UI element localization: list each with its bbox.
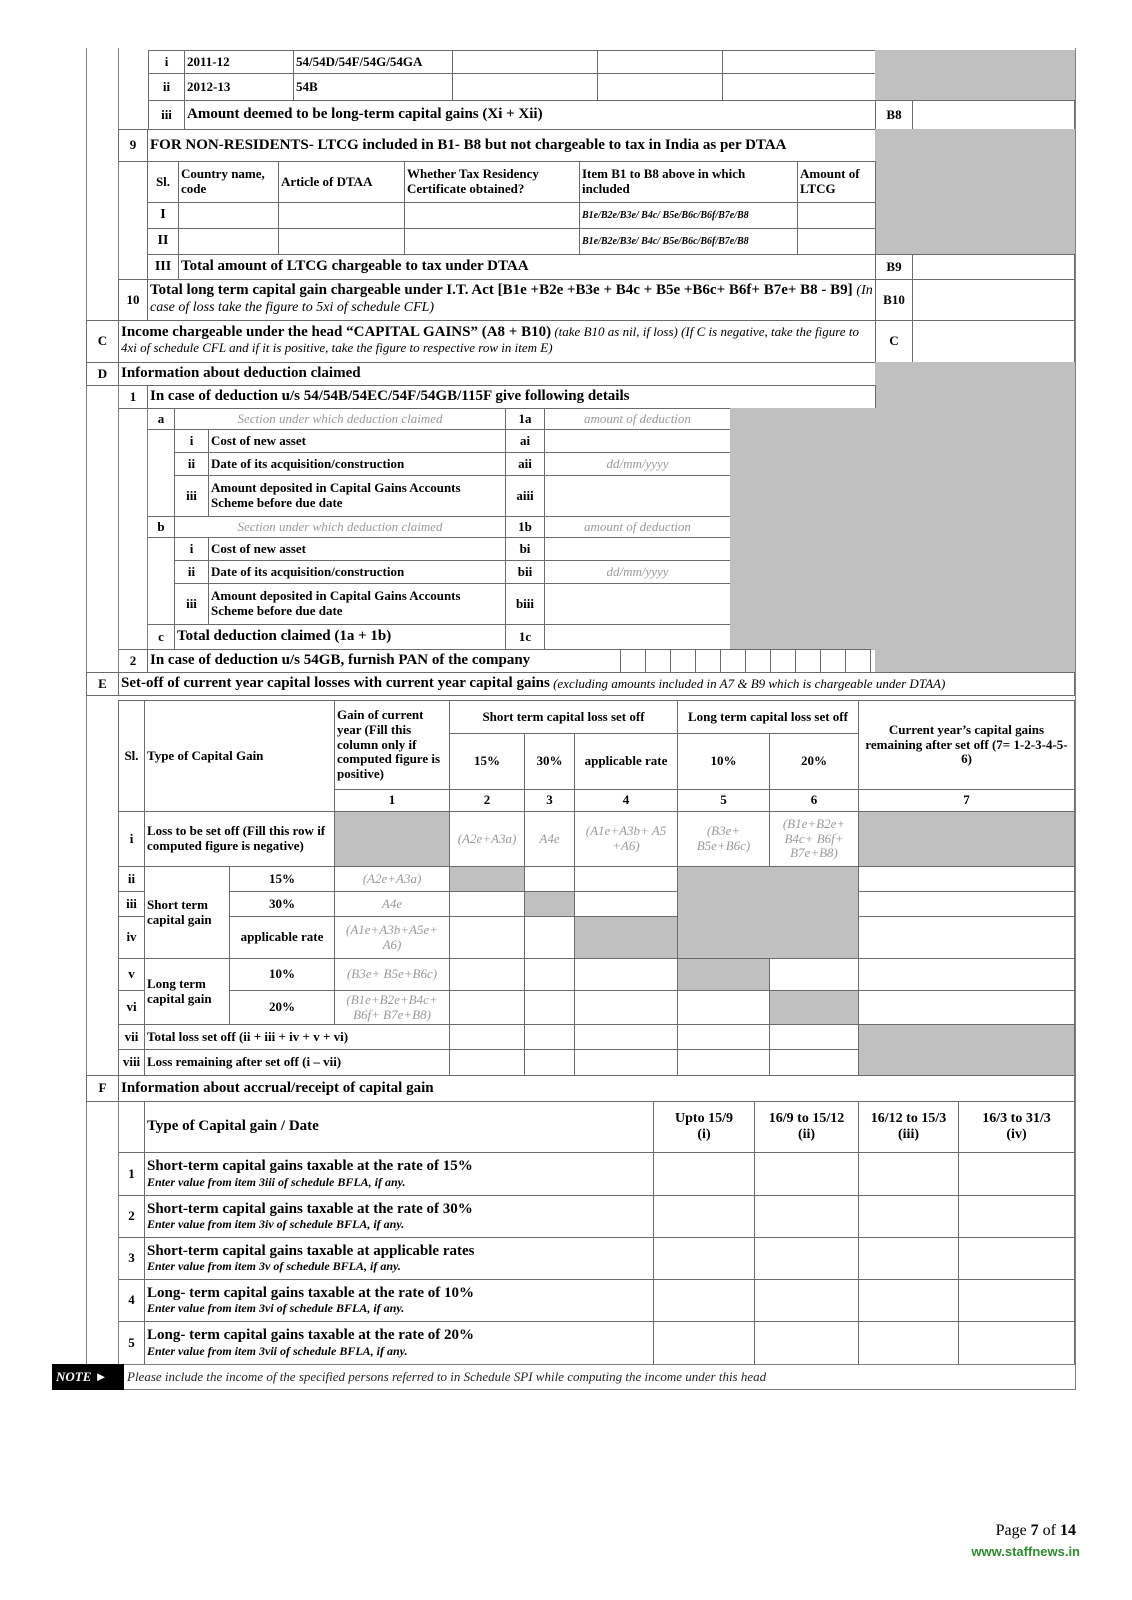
loss-input[interactable]: A4e xyxy=(524,811,575,867)
section-claimed-input[interactable]: Section under which deduction claimed xyxy=(174,516,506,538)
row-label: Loss remaining after set off (i – vii) xyxy=(144,1049,450,1076)
period-roman: (iii) xyxy=(898,1127,919,1142)
remaining-loss-input[interactable] xyxy=(574,1049,678,1076)
year-cell: 2012-13 xyxy=(184,73,294,101)
col-num: 2 xyxy=(449,789,525,812)
dtaa-total-label: Total amount of LTCG chargeable to tax under DTAA xyxy=(178,254,876,280)
deduction-amount-input[interactable]: amount of deduction xyxy=(544,408,731,430)
item10-note: (In case of loss take the figure to 5xi of schedule CFL) xyxy=(150,283,873,316)
item-num: 10 xyxy=(118,279,148,321)
code-b8: B8 xyxy=(875,100,913,130)
col-header-15: 15% xyxy=(449,733,525,790)
section-f-title: Information about accrual/receipt of capital gain xyxy=(118,1075,1075,1102)
shaded-block xyxy=(730,408,876,650)
total-deduction-label: Total deduction claimed (1a + 1b) xyxy=(174,624,506,650)
section-d-title: Information about deduction claimed xyxy=(118,362,876,386)
shaded-cell xyxy=(524,891,575,917)
item-num: 1 xyxy=(118,385,148,409)
col-num: 6 xyxy=(769,789,859,812)
rate-label: 20% xyxy=(229,990,335,1025)
row-num: 4 xyxy=(118,1279,145,1322)
item-included-select[interactable]: B1e/B2e/B3e/ B4c/ B5e/B6c/B6f/B7e/B8 xyxy=(579,228,798,255)
row-code: aii xyxy=(505,452,545,476)
period-input[interactable] xyxy=(958,1321,1075,1365)
period-input[interactable] xyxy=(754,1195,859,1238)
col-header-applicable: applicable rate xyxy=(574,733,678,790)
row-hint: Enter value from item 3iii of schedule BFLA, if any. xyxy=(147,1174,406,1189)
total-input[interactable] xyxy=(677,1024,770,1050)
pan-label: In case of deduction u/s 54GB, furnish PAN of the company xyxy=(147,649,621,673)
row-sl: vii xyxy=(118,1024,145,1050)
rate-label: 10% xyxy=(229,958,335,991)
row-hint: Enter value from item 3vi of schedule BFLA, if any. xyxy=(147,1301,405,1316)
website-link[interactable]: www.staffnews.in xyxy=(971,1544,1080,1559)
input-cell[interactable] xyxy=(597,50,723,74)
note-text: Please include the income of the specified persons referred to in Schedule SPI while computing the income under this head xyxy=(127,1369,767,1384)
setoff-input[interactable] xyxy=(449,958,525,991)
code-1b: 1b xyxy=(505,516,545,538)
period-roman: (iv) xyxy=(1006,1127,1027,1142)
col-num: 7 xyxy=(858,789,1075,812)
rate-label: 30% xyxy=(229,891,335,917)
item-included-select[interactable]: B1e/B2e/B3e/ B4c/ B5e/B6c/B6f/B7e/B8 xyxy=(579,202,798,229)
period-input[interactable] xyxy=(653,1279,755,1322)
row-sl: iii xyxy=(118,891,145,917)
remaining-input[interactable] xyxy=(858,891,1075,917)
row-label: Total loss set off (ii + iii + iv + v + vi) xyxy=(144,1024,450,1050)
remaining-input[interactable] xyxy=(858,990,1075,1025)
period-input[interactable] xyxy=(754,1237,859,1280)
period-header xyxy=(858,1101,959,1153)
remaining-loss-input[interactable] xyxy=(449,1049,525,1076)
period-input[interactable] xyxy=(958,1195,1075,1238)
row-sl: iii xyxy=(148,100,185,130)
gain-input[interactable]: A4e xyxy=(334,891,450,917)
shaded-cell xyxy=(858,811,1075,867)
amount-input[interactable] xyxy=(797,228,876,255)
total-input[interactable] xyxy=(769,1024,859,1050)
period-input[interactable] xyxy=(858,1195,959,1238)
section-letter: E xyxy=(86,672,119,696)
gain-input[interactable]: (A1e+A3b+A5e+ A6) xyxy=(334,916,450,959)
item-num: 2 xyxy=(118,649,148,673)
row-label: Cost of new asset xyxy=(208,537,506,561)
row-label: Date of its acquisition/construction xyxy=(208,452,506,476)
row-sl: ii xyxy=(174,452,209,476)
input-cell[interactable] xyxy=(722,50,876,74)
pan-char-box[interactable] xyxy=(820,649,846,673)
pan-char-box[interactable] xyxy=(645,649,671,673)
cost-input[interactable] xyxy=(544,429,731,453)
article-input[interactable] xyxy=(278,228,405,255)
country-input[interactable] xyxy=(178,202,279,229)
row-code: bi xyxy=(505,537,545,561)
period-input[interactable] xyxy=(958,1279,1075,1322)
pan-char-box[interactable] xyxy=(795,649,821,673)
rate-label: 15% xyxy=(229,866,335,892)
col-header-item: Item B1 to B8 above in which included xyxy=(579,161,798,203)
input-cell[interactable] xyxy=(452,73,598,101)
page-of: of xyxy=(1042,1522,1056,1539)
section-c-note: (take B10 as nil, if loss) (If C is negative, take the figure to 4xi of schedule CFL and if it is positive, take the figure to respective row in item E) xyxy=(121,324,859,356)
setoff-input[interactable] xyxy=(574,866,678,892)
col-num: 3 xyxy=(524,789,575,812)
period-range: Upto 15/9 xyxy=(675,1110,733,1126)
total-input[interactable] xyxy=(449,1024,525,1050)
period-range: 16/9 to 15/12 xyxy=(768,1110,845,1126)
col-header-remaining: Current year’s capital gains remaining after set off (7= 1-2-3-4-5-6) xyxy=(858,700,1075,790)
row-sl: viii xyxy=(118,1049,145,1076)
setoff-input[interactable] xyxy=(574,958,678,991)
block-letter: b xyxy=(147,516,175,538)
setoff-input[interactable] xyxy=(524,958,575,991)
row-sl: iii xyxy=(174,583,209,625)
outer-right-border xyxy=(1075,48,1076,1390)
row-label: Cost of new asset xyxy=(208,429,506,453)
pan-char-box[interactable] xyxy=(670,649,696,673)
row-num: 2 xyxy=(118,1195,145,1238)
shaded-cell xyxy=(769,990,859,1025)
row-label: Short-term capital gains taxable at the rate of 30% xyxy=(147,1200,473,1217)
rule xyxy=(118,1101,119,1365)
period-header xyxy=(754,1101,859,1153)
shaded-block xyxy=(875,129,1075,255)
row-hint: Enter value from item 3v of schedule BFLA, if any. xyxy=(147,1259,401,1274)
row-code: ai xyxy=(505,429,545,453)
row-sl: I xyxy=(147,202,179,229)
row-label-cell xyxy=(144,1279,654,1322)
total-deduction-input[interactable] xyxy=(544,624,731,650)
item9-title: FOR NON-RESIDENTS- LTCG included in B1- B8 but not chargeable to tax in India as per DTAA xyxy=(147,129,876,162)
row-code: aiii xyxy=(505,475,545,517)
row-label: Amount deposited in Capital Gains Accounts Scheme before due date xyxy=(208,583,506,625)
shaded-block xyxy=(875,362,1075,672)
item10-label: Total long term capital gain chargeable under I.T. Act [B1e +B2e +B3e + B4c + B5e +B6c+ B6f+ B7e+ B8 - B9] xyxy=(150,282,853,298)
period-roman: (ii) xyxy=(797,1127,816,1142)
row-label: Short-term capital gains taxable at the rate of 15% xyxy=(147,1158,473,1175)
row-label: Loss to be set off (Fill this row if computed figure is negative) xyxy=(144,811,335,867)
row-label: Amount deposited in Capital Gains Accounts Scheme before due date xyxy=(208,475,506,517)
setoff-input[interactable] xyxy=(524,866,575,892)
setoff-input[interactable] xyxy=(449,891,525,917)
input-cell[interactable] xyxy=(722,73,876,101)
section-letter: C xyxy=(86,320,119,363)
remaining-input[interactable] xyxy=(858,916,1075,959)
total-input[interactable] xyxy=(524,1024,575,1050)
col-header-ltcl: Long term capital loss set off xyxy=(677,700,859,734)
row-label-cell xyxy=(144,1237,654,1280)
period-input[interactable] xyxy=(858,1279,959,1322)
total-input[interactable] xyxy=(574,1024,678,1050)
row-sl: i xyxy=(118,811,145,867)
col-header-type-date: Type of Capital gain / Date xyxy=(144,1101,654,1153)
shaded-cell xyxy=(574,916,678,959)
block-letter: a xyxy=(147,408,175,430)
date-input[interactable]: dd/mm/yyyy xyxy=(544,452,731,476)
row-num: 3 xyxy=(118,1237,145,1280)
shaded-block xyxy=(858,1024,1075,1076)
shaded-block xyxy=(677,866,859,959)
row-sl: v xyxy=(118,958,145,991)
period-input[interactable] xyxy=(754,1321,859,1365)
page-current: 7 xyxy=(1030,1522,1039,1539)
b9-input[interactable] xyxy=(912,254,1075,280)
outer-left-border xyxy=(86,48,87,1366)
period-input[interactable] xyxy=(653,1237,755,1280)
gain-input[interactable]: (B3e+ B5e+B6c) xyxy=(334,958,450,991)
period-header xyxy=(958,1101,1075,1153)
blank-cell xyxy=(118,1101,145,1153)
code-1c: 1c xyxy=(505,624,545,650)
col-header-amount: Amount of LTCG xyxy=(797,161,876,203)
shaded-cell xyxy=(677,958,770,991)
code-b9: B9 xyxy=(875,254,913,280)
setoff-input[interactable] xyxy=(769,958,859,991)
period-input[interactable] xyxy=(653,1321,755,1365)
row-code: biii xyxy=(505,583,545,625)
loss-input[interactable]: (B3e+ B5e+B6c) xyxy=(677,811,770,867)
remaining-loss-input[interactable] xyxy=(769,1049,859,1076)
section-c-label: Income chargeable under the head “CAPITAL GAINS” (A8 + B10) xyxy=(121,324,552,340)
section-c-label-cell xyxy=(118,320,876,363)
col-header-trc: Whether Tax Residency Certificate obtained? xyxy=(404,161,580,203)
col-header-type: Type of Capital Gain xyxy=(144,700,335,812)
col-header-article: Article of DTAA xyxy=(278,161,405,203)
col-header-20: 20% xyxy=(769,733,859,790)
country-input[interactable] xyxy=(178,228,279,255)
item1-title: In case of deduction u/s 54/54B/54EC/54F/54GB/115F give following details xyxy=(147,385,876,409)
row-sl: vi xyxy=(118,990,145,1025)
row-label: Date of its acquisition/construction xyxy=(208,560,506,584)
row-sl: III xyxy=(147,254,179,280)
col-header-country: Country name, code xyxy=(178,161,279,203)
period-header xyxy=(653,1101,755,1153)
row-code: bii xyxy=(505,560,545,584)
section-letter: F xyxy=(86,1075,119,1102)
row-sl: ii xyxy=(148,73,185,101)
rate-label: applicable rate xyxy=(229,916,335,959)
row-label-cell xyxy=(144,1195,654,1238)
note-tag: NOTE ► xyxy=(52,1364,124,1390)
row-sl: ii xyxy=(118,866,145,892)
setoff-input[interactable] xyxy=(524,990,575,1025)
row-label: Long- term capital gains taxable at the rate of 20% xyxy=(147,1327,475,1344)
row-label: Short-term capital gains taxable at applicable rates xyxy=(147,1242,475,1259)
period-input[interactable] xyxy=(958,1237,1075,1280)
pan-char-box[interactable] xyxy=(695,649,721,673)
period-range: 16/3 to 31/3 xyxy=(982,1110,1051,1126)
shaded-cell xyxy=(334,811,450,867)
remaining-loss-input[interactable] xyxy=(524,1049,575,1076)
period-input[interactable] xyxy=(754,1279,859,1322)
loss-input[interactable]: (B1e+B2e+ B4c+ B6f+ B7e+B8) xyxy=(769,811,859,867)
loss-input[interactable]: (A1e+A3b+ A5 +A6) xyxy=(574,811,678,867)
deduction-amount-input[interactable]: amount of deduction xyxy=(544,516,731,538)
row-num: 1 xyxy=(118,1152,145,1196)
article-input[interactable] xyxy=(278,202,405,229)
code-c: C xyxy=(875,320,913,363)
row-num: 5 xyxy=(118,1321,145,1365)
short-term-group-label: Short term capital gain xyxy=(144,866,230,959)
setoff-input[interactable] xyxy=(574,990,678,1025)
code-1a: 1a xyxy=(505,408,545,430)
pan-char-box[interactable] xyxy=(745,649,771,673)
period-input[interactable] xyxy=(858,1152,959,1196)
period-range: 16/12 to 15/3 xyxy=(870,1110,947,1126)
item-num: 9 xyxy=(118,129,148,162)
setoff-input[interactable] xyxy=(449,990,525,1025)
loss-input[interactable]: (A2e+A3a) xyxy=(449,811,525,867)
col-header-30: 30% xyxy=(524,733,575,790)
deposit-input[interactable] xyxy=(544,583,731,625)
col-header-stcl: Short term capital loss set off xyxy=(449,700,678,734)
period-input[interactable] xyxy=(858,1321,959,1365)
row-sl: i xyxy=(148,50,185,74)
period-input[interactable] xyxy=(653,1152,755,1196)
col-num: 4 xyxy=(574,789,678,812)
period-input[interactable] xyxy=(858,1237,959,1280)
section-cell: 54B xyxy=(293,73,453,101)
section-claimed-input[interactable]: Section under which deduction claimed xyxy=(174,408,506,430)
cost-input[interactable] xyxy=(544,537,731,561)
remaining-input[interactable] xyxy=(858,866,1075,892)
year-cell: 2011-12 xyxy=(184,50,294,74)
section-cell: 54/54D/54F/54G/54GA xyxy=(293,50,453,74)
b10-input[interactable] xyxy=(912,279,1075,321)
col-num: 5 xyxy=(677,789,770,812)
pan-char-box[interactable] xyxy=(720,649,746,673)
gain-input[interactable]: (A2e+A3a) xyxy=(334,866,450,892)
rule xyxy=(118,385,119,673)
row-label-cell xyxy=(144,1152,654,1196)
deposit-input[interactable] xyxy=(544,475,731,517)
date-input[interactable]: dd/mm/yyyy xyxy=(544,560,731,584)
shaded-block xyxy=(875,50,1075,101)
col-header-sl: Sl. xyxy=(118,700,145,812)
pan-input[interactable] xyxy=(620,649,871,673)
row-hint: Enter value from item 3vii of schedule BFLA, if any. xyxy=(147,1343,408,1358)
row-hint: Enter value from item 3iv of schedule BFLA, if any. xyxy=(147,1217,405,1232)
section-e-title: Set-off of current year capital losses with current year capital gains xyxy=(121,675,550,692)
col-header-sl: Sl. xyxy=(147,161,179,203)
item10-label-cell xyxy=(147,279,876,321)
pan-char-box[interactable] xyxy=(770,649,796,673)
row-sl: iv xyxy=(118,916,145,959)
period-roman: (i) xyxy=(697,1127,711,1142)
page-prefix: Page xyxy=(995,1522,1027,1539)
section-e-title-cell xyxy=(118,672,1075,696)
input-cell[interactable] xyxy=(452,50,598,74)
col-num: 1 xyxy=(334,789,450,812)
row-sl: i xyxy=(174,537,209,561)
section-e-note: (excluding amounts included in A7 & B9 which is chargeable under DTAA) xyxy=(553,675,946,691)
row-sl: i xyxy=(174,429,209,453)
row-label: Long- term capital gains taxable at the rate of 10% xyxy=(147,1284,475,1301)
pan-char-box[interactable] xyxy=(620,649,646,673)
setoff-input[interactable] xyxy=(449,916,525,959)
c-input[interactable] xyxy=(912,320,1075,363)
col-header-10: 10% xyxy=(677,733,770,790)
remaining-input[interactable] xyxy=(858,958,1075,991)
col-header-gain: Gain of current year (Fill this column only if computed figure is positive) xyxy=(334,700,450,790)
row-sl: II xyxy=(147,228,179,255)
setoff-input[interactable] xyxy=(574,891,678,917)
row-sl: ii xyxy=(174,560,209,584)
remaining-loss-input[interactable] xyxy=(677,1049,770,1076)
page-number xyxy=(950,1522,1076,1540)
shaded-cell xyxy=(449,866,525,892)
b8-input[interactable] xyxy=(912,100,1075,130)
row-label-cell xyxy=(144,1321,654,1365)
page-total: 14 xyxy=(1060,1522,1076,1539)
long-term-group-label: Long term capital gain xyxy=(144,958,230,1025)
setoff-input[interactable] xyxy=(524,916,575,959)
code-b10: B10 xyxy=(875,279,913,321)
period-input[interactable] xyxy=(958,1152,1075,1196)
trc-input[interactable] xyxy=(404,202,580,229)
gain-input[interactable]: (B1e+B2e+B4c+ B6f+ B7e+B8) xyxy=(334,990,450,1025)
row-sl: iii xyxy=(174,475,209,517)
section-letter: D xyxy=(86,362,119,386)
period-input[interactable] xyxy=(653,1195,755,1238)
amount-input[interactable] xyxy=(797,202,876,229)
setoff-input[interactable] xyxy=(677,990,770,1025)
rule xyxy=(147,408,148,650)
period-input[interactable] xyxy=(754,1152,859,1196)
input-cell[interactable] xyxy=(597,73,723,101)
deemed-ltcg-label: Amount deemed to be long-term capital gains (Xi + Xii) xyxy=(184,100,876,130)
block-letter: c xyxy=(147,624,175,650)
pan-char-box[interactable] xyxy=(845,649,871,673)
trc-input[interactable] xyxy=(404,228,580,255)
